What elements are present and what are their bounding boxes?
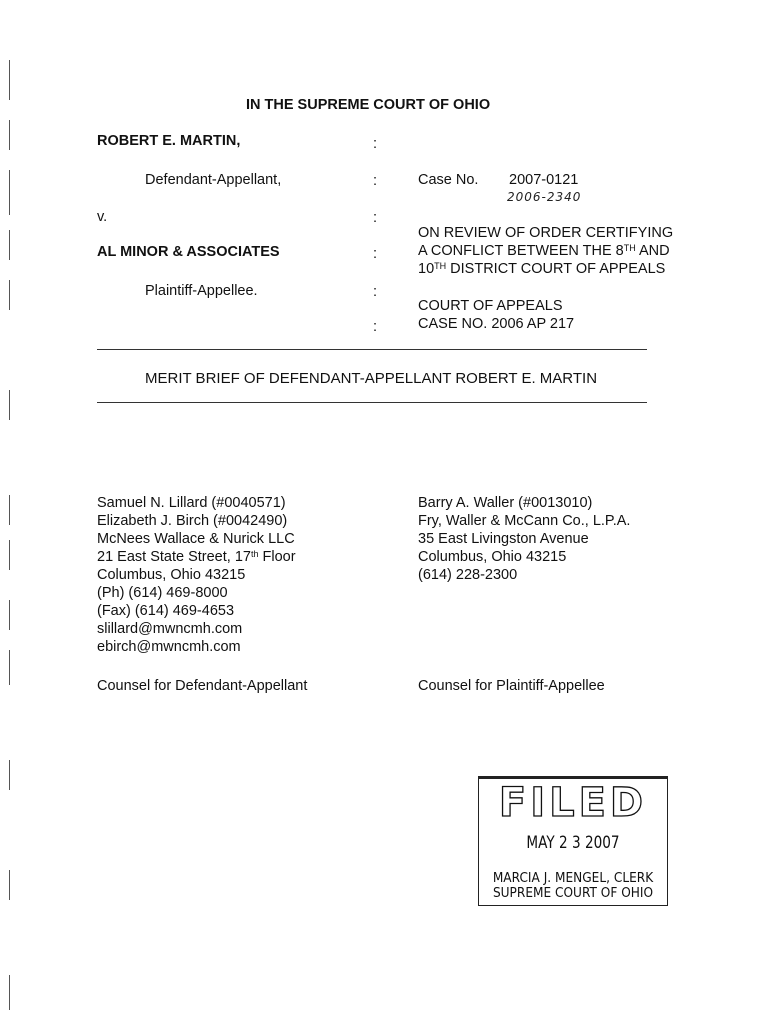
appeals-line-1: COURT OF APPEALS [418,298,563,314]
counsel-phone: (Ph) (614) 469-8000 [97,585,228,601]
appellant-name: ROBERT E. MARTIN, [97,133,241,149]
counsel-line: 35 East Livingston Avenue [418,531,589,547]
brief-title: MERIT BRIEF OF DEFENDANT-APPELLANT ROBERT E. MARTIN [145,370,598,387]
caption-colon: : [373,246,378,262]
counsel-line: Samuel N. Lillard (#0040571) [97,495,286,511]
scan-edge-mark [9,975,10,1010]
review-line-3 [418,260,665,278]
counsel-line: Elizabeth J. Birch (#0042490) [97,513,288,529]
scan-edge-mark [9,650,10,685]
filed-stamp-court: SUPREME COURT OF OHIO [492,885,654,901]
filed-stamp-clerk: MARCIA J. MENGEL, CLERK [492,870,654,886]
caption-colon: : [373,319,378,335]
scan-edge-mark [9,540,10,570]
scan-edge-mark [9,600,10,630]
caption-colon: : [373,173,378,189]
handwritten-case-no: 2006-2340 [507,190,582,204]
scan-edge-mark [9,280,10,310]
counsel-fax: (Fax) (614) 469-4653 [97,603,235,619]
scan-edge-mark [9,390,10,420]
divider-bottom [97,402,647,403]
review-line-2 [418,242,670,260]
scan-edge-mark [9,60,10,100]
review-line-3-text: 10 [418,261,435,277]
appellant-role: Defendant-Appellant, [145,172,282,188]
review-line-2-end: AND [635,243,670,259]
filed-stamp-date: MAY 2 3 2007 [526,833,620,853]
court-title: IN THE SUPREME COURT OF OHIO [246,97,491,113]
caption-colon: : [373,136,378,152]
counsel-line: McNees Wallace & Nurick LLC [97,531,295,547]
caption-colon: : [373,284,378,300]
appeals-line-2: CASE NO. 2006 AP 217 [418,316,575,332]
scan-edge-mark [9,495,10,525]
versus-label: v. [97,209,108,225]
counsel-email: slillard@mwncmh.com [97,621,243,637]
scan-edge-mark [9,760,10,790]
counsel-phone: (614) 228-2300 [418,567,518,583]
counsel-role: Counsel for Plaintiff-Appellee [418,678,605,694]
review-line-2-text: A CONFLICT BETWEEN THE 8 [418,243,624,259]
counsel-address-end: Floor [258,549,296,565]
review-line-3-superscript: TH [434,261,447,271]
counsel-address-line [97,548,296,566]
scan-edge-mark [9,120,10,150]
review-line-2-superscript: TH [623,243,636,253]
review-line-3-end: DISTRICT COURT OF APPEALS [446,261,666,277]
filed-stamp-heading: FILED [498,780,648,826]
filed-stamp [478,776,668,906]
review-line-1: ON REVIEW OF ORDER CERTIFYING [418,225,674,241]
counsel-line: Fry, Waller & McCann Co., L.P.A. [418,513,631,529]
counsel-line: Columbus, Ohio 43215 [418,549,567,565]
scan-edge-mark [9,230,10,260]
case-no: 2007-0121 [509,172,579,188]
scan-edge-mark [9,870,10,900]
case-no-label: Case No. [418,172,479,188]
counsel-line: Columbus, Ohio 43215 [97,567,246,583]
counsel-role: Counsel for Defendant-Appellant [97,678,308,694]
counsel-email: ebirch@mwncmh.com [97,639,241,655]
appellee-name: AL MINOR & ASSOCIATES [97,244,280,260]
scan-edge-mark [9,170,10,215]
counsel-line: Barry A. Waller (#0013010) [418,495,593,511]
counsel-address-text: 21 East State Street, 17 [97,549,251,565]
divider-top [97,349,647,350]
counsel-address-superscript: th [250,549,259,559]
appellee-role: Plaintiff-Appellee. [145,283,258,299]
caption-colon: : [373,210,378,226]
